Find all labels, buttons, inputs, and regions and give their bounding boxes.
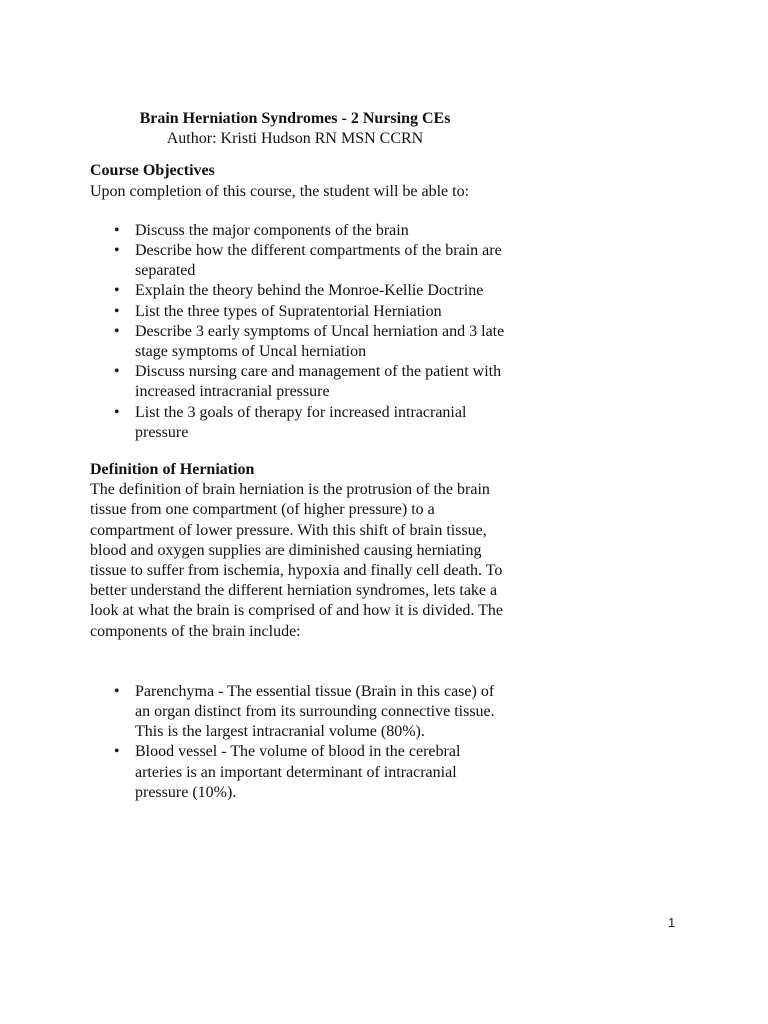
objective-item: • Describe how the different compartments of the brain are separated (90, 241, 510, 281)
objective-item: • Describe 3 early symptoms of Uncal herniation and 3 late stage symptoms of Uncal herniation (90, 322, 510, 362)
objectives-intro: Upon completion of this course, the student will be able to: (90, 182, 470, 200)
objectives-list (90, 221, 510, 443)
objective-item: • Discuss the major components of the brain (90, 221, 510, 241)
objective-item: • Discuss nursing care and management of the patient with increased intracranial pressure (90, 362, 510, 402)
document-author: Author: Kristi Hudson RN MSN CCRN (166, 130, 424, 148)
objective-item: • List the three types of Supratentorial Herniation (90, 302, 510, 322)
component-item: • Blood vessel - The volume of blood in the cerebral arteries is an important determinant of intracranial pressure (10%). (90, 742, 510, 803)
objectives-heading: Course Objectives (90, 162, 215, 180)
components-list (90, 682, 510, 803)
page-number: 1 (668, 915, 676, 930)
definition-paragraph: The definition of brain herniation is the protrusion of the brain tissue from one compartment (of higher pressure) to a compartment of lower pressure. With this shift of brain tissue, blood and oxygen supplies are diminished causing herniating tissue to suffer from ischemia, hypoxia and finally cell death. To better understand the different herniation syndromes, lets take a look at what the brain is comprised of and how it is divided. The components of the brain include: (90, 481, 503, 640)
document-title: Brain Herniation Syndromes - 2 Nursing CEs (139, 110, 451, 127)
objective-item: • Explain the theory behind the Monroe-Kellie Doctrine (90, 281, 510, 301)
document-body (90, 109, 510, 803)
component-item: • Parenchyma - The essential tissue (Brain in this case) of an organ distinct from its surrounding connective tissue. This is the largest intracranial volume (80%). (90, 682, 510, 743)
objective-item: • List the 3 goals of therapy for increased intracranial pressure (90, 403, 510, 443)
definition-heading: Definition of Herniation (90, 461, 255, 479)
